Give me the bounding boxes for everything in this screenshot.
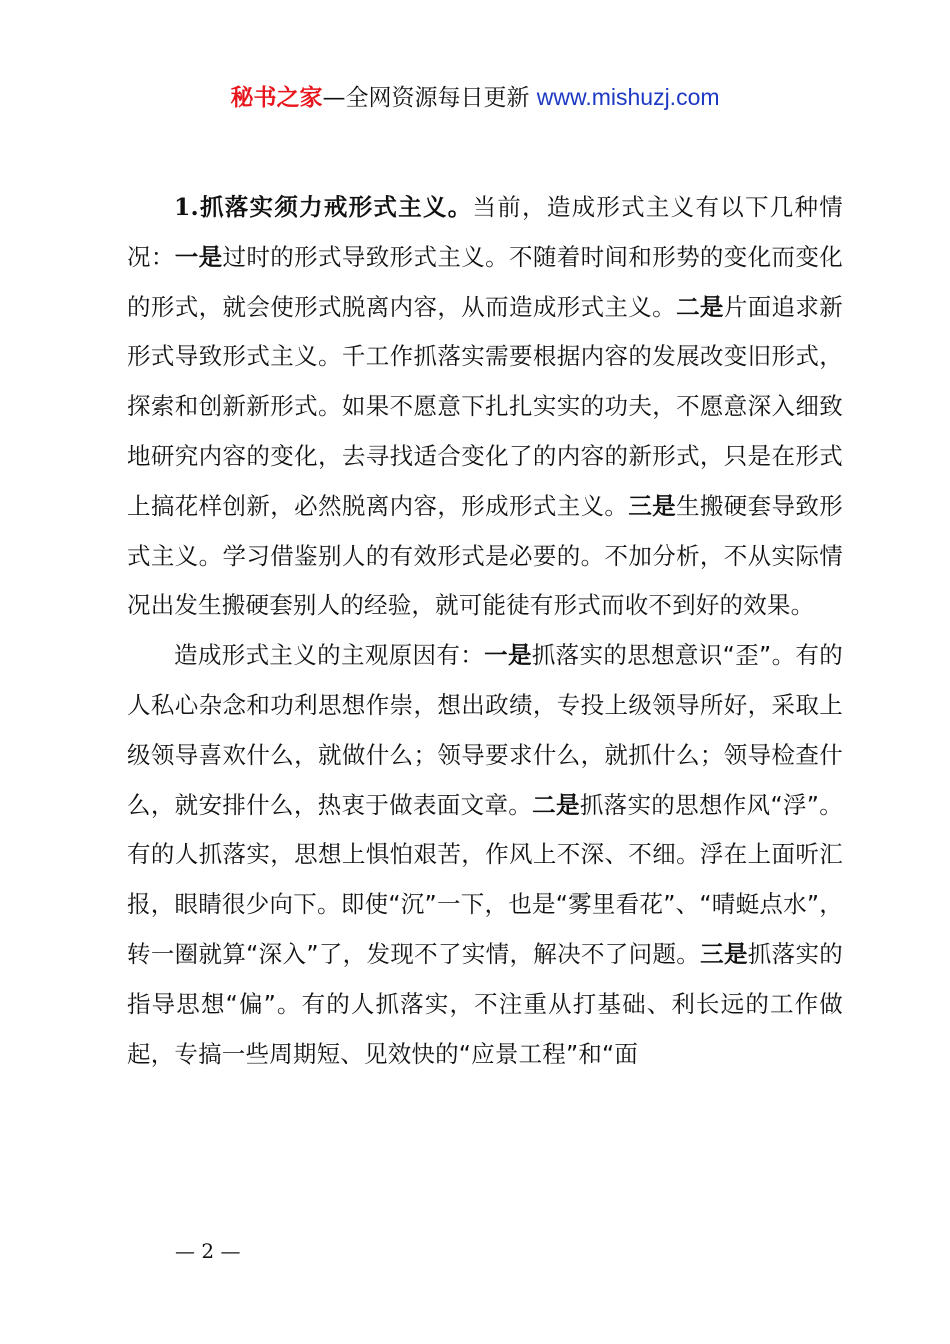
paragraph-text: 抓落实的思想意识“歪”。有的人私心杂念和功利思想作崇，想出政绩，专投上级领导所好，采取上级领导喜欢什么，就做什么；领导要求什么，就抓什么；领导检查什么，就安排什么，热衷于做表面文章。 — [127, 641, 843, 819]
section-number: 1. — [174, 193, 199, 221]
paragraph-text: 生搬硬套导致形式主义。学习借鉴别人的有效形式是必要的。不加分析，不从实际情况出发生搬硬套别人的经验，就可能徒有形式而收不到好的效果。 — [127, 491, 843, 620]
header-tagline: —全网资源每日更新 — [322, 85, 537, 111]
paragraph-2 — [127, 631, 843, 1079]
document-body — [127, 183, 843, 1079]
section-heading: 抓落实须力戒形式主义。 — [198, 193, 473, 221]
emphasis-second: 二是 — [676, 292, 724, 321]
header-url: www.mishuzj.com — [536, 84, 720, 110]
emphasis-second: 二是 — [532, 790, 580, 819]
paragraph-text: 当前，造成形式主义有以下几种情况： — [127, 193, 844, 271]
emphasis-third: 三是 — [700, 939, 748, 968]
paragraph-text: 造成形式主义的主观原因有： — [174, 641, 485, 670]
brand-name: 秘书之家 — [230, 85, 323, 111]
emphasis-first: 一是 — [484, 641, 532, 670]
emphasis-first: 一是 — [174, 242, 223, 271]
page-number: — 2 — — [175, 1239, 241, 1263]
page-header — [0, 82, 950, 113]
paragraph-text: 过时的形式导致形式主义。不随着时间和形势的变化而变化的形式，就会使形式脱离内容，从而造成形式主义。 — [127, 242, 843, 321]
paragraph-text: 抓落实的思想作风“浮”。有的人抓落实，思想上惧怕艰苦，作风上不深、不细。浮在上面听汇报，眼睛很少向下。即使“沉”一下，也是“雾里看花”、“晴蜓点水”，转一圈就算“深入”了，发现不了实情，解决不了问题。 — [127, 790, 844, 968]
paragraph-text: 抓落实的指导思想“偏”。有的人抓落实，不注重从打基础、利长远的工作做起，专搞一些周期短、见效快的“应景工程”和“面 — [127, 939, 843, 1068]
paragraph-text: 片面追求新形式导致形式主义。千工作抓落实需要根据内容的发展改变旧形式，探索和创新新形式。如果不愿意下扎扎实实的功夫，不愿意深入细致地研究内容的变化，去寻找适合变化了的内容的新形式，只是在形式上搞花样创新，必然脱离内容，形成形式主义。 — [127, 292, 843, 520]
paragraph-1 — [127, 183, 843, 631]
emphasis-third: 三是 — [628, 491, 677, 520]
